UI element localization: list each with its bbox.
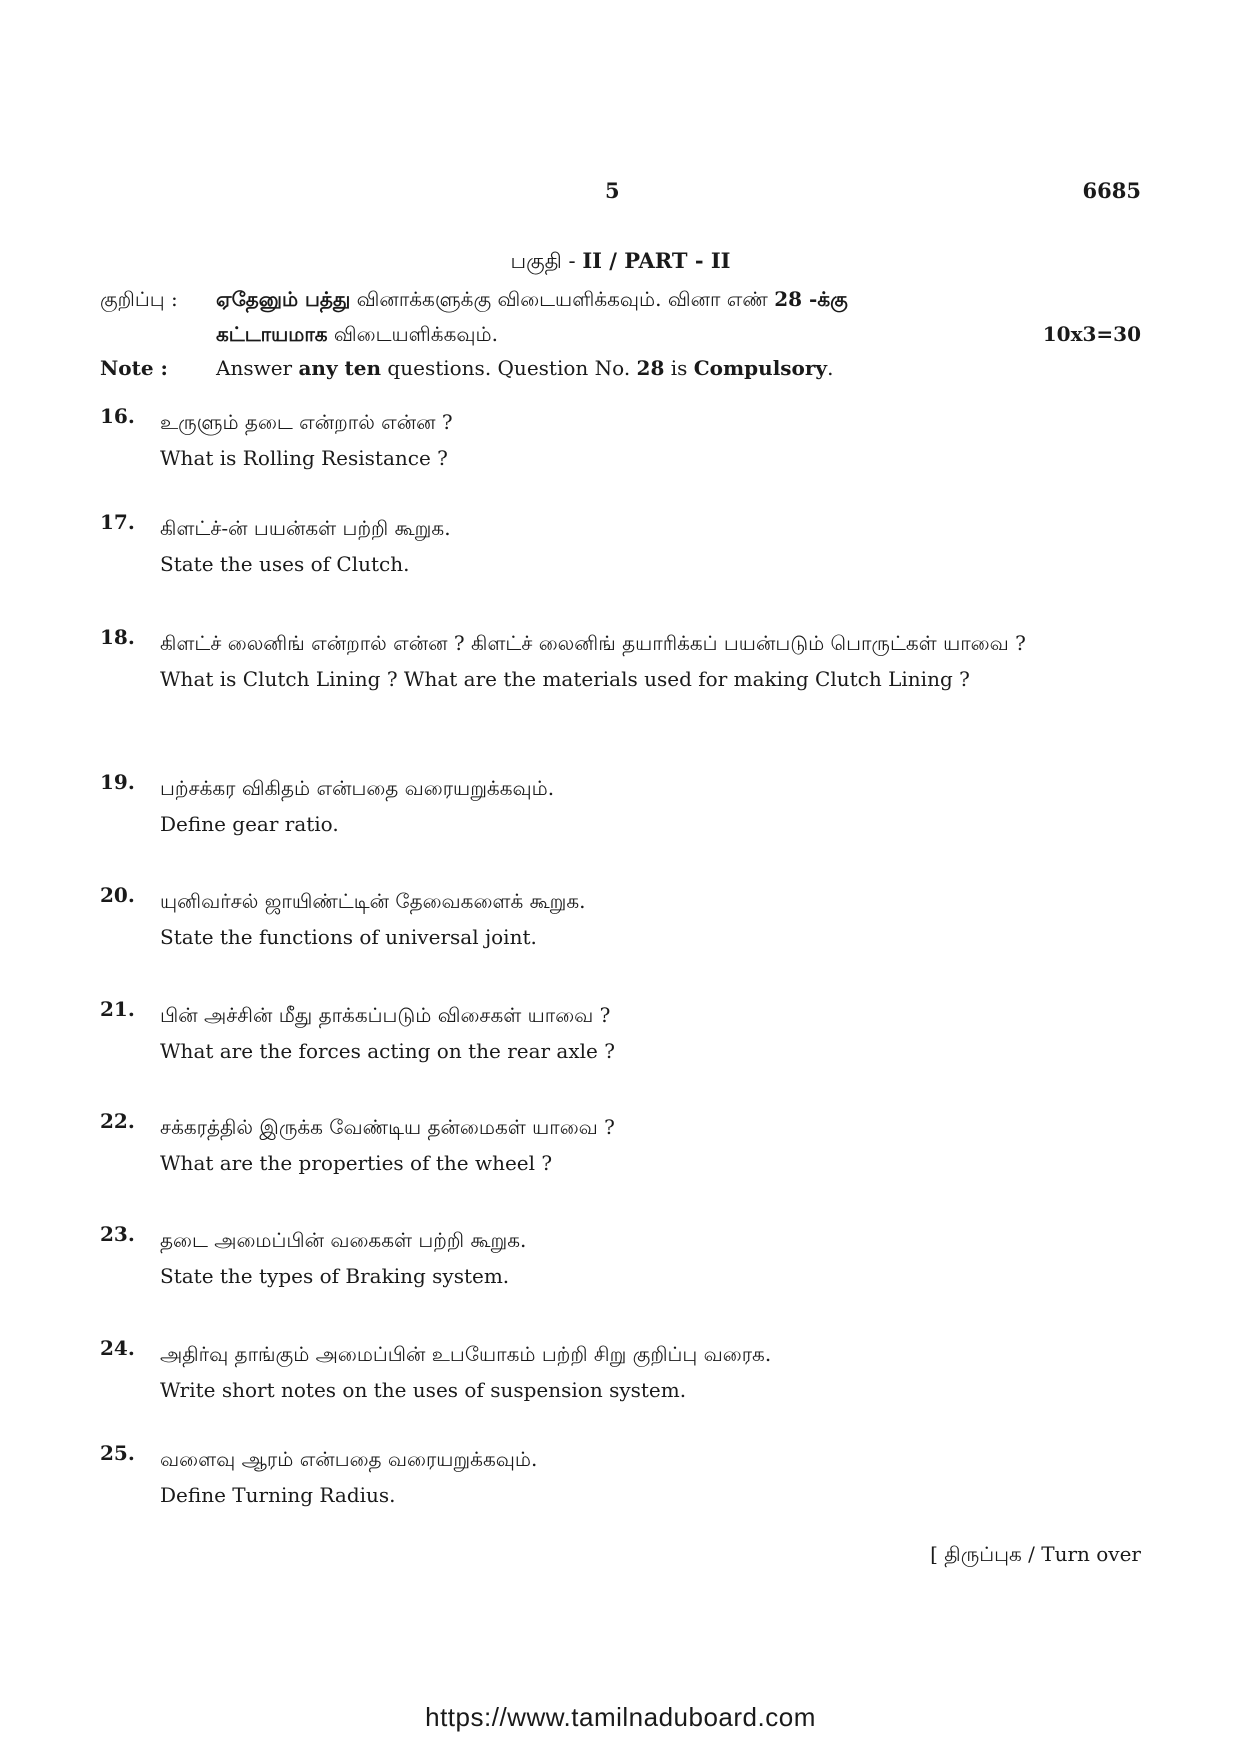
part-title — [0, 248, 1241, 276]
tamil-instruction-line-1 — [100, 287, 178, 314]
tamil-instruction-mid: வினாக்களுக்கு விடையளிக்கவும். வினா எண் — [350, 287, 775, 311]
question-english: What are the properties of the wheel ? — [160, 1151, 553, 1175]
question-number: 17. — [100, 510, 135, 534]
tamil-instruction-label: குறிப்பு : — [100, 287, 178, 311]
tamil-compulsory-question: 28 -க்கு — [774, 287, 848, 311]
question-number: 19. — [100, 770, 135, 794]
question-tamil: கிளட்ச்-ன் பயன்கள் பற்றி கூறுக. — [160, 516, 451, 540]
note-text-c: questions. Question No. — [381, 356, 637, 380]
question-tamil: கிளட்ச் லைனிங் என்றால் என்ன ? கிளட்ச் லைனிங் தயாரிக்கப் பயன்படும் பொருட்கள் யாவை ? — [160, 631, 1026, 655]
question-number: 21. — [100, 997, 135, 1021]
question-number: 23. — [100, 1222, 135, 1246]
tamil-answer-word: விடையளிக்கவும். — [327, 322, 498, 346]
tamil-any-ten: ஏதேனும் பத்து — [216, 287, 351, 311]
question-english: State the uses of Clutch. — [160, 552, 410, 576]
question-tamil: உருளும் தடை என்றால் என்ன ? — [160, 410, 453, 434]
question-english: Define gear ratio. — [160, 812, 339, 836]
note-text-e: is — [664, 356, 694, 380]
tamil-compulsory-word: கட்டாயமாக — [216, 322, 328, 346]
question-english: What is Clutch Lining ? What are the materials used for making Clutch Lining ? — [160, 667, 970, 691]
question-tamil: அதிர்வு தாங்கும் அமைப்பின் உபயோகம் பற்றி சிறு குறிப்பு வரைக. — [160, 1342, 772, 1366]
tamil-instruction-text-2 — [216, 322, 498, 349]
footer-url[interactable]: https://www.tamilnaduboard.com — [425, 1702, 816, 1732]
question-english: State the types of Braking system. — [160, 1264, 510, 1288]
note-compulsory: Compulsory — [693, 356, 828, 380]
note-text — [216, 356, 833, 380]
note-text-a: Answer — [216, 356, 299, 380]
note-label: Note : — [100, 356, 168, 380]
page-number: 5 — [605, 178, 620, 203]
question-number: 22. — [100, 1109, 135, 1133]
question-english: Write short notes on the uses of suspension system. — [160, 1378, 687, 1402]
part-title-english: II / PART - II — [582, 248, 731, 273]
note-text-g: . — [827, 356, 834, 380]
question-number: 20. — [100, 883, 135, 907]
question-english: State the functions of universal joint. — [160, 925, 537, 949]
turn-over-label: [ திருப்புக / Turn over — [930, 1542, 1141, 1566]
tamil-instruction-text-1 — [216, 287, 848, 314]
question-number: 16. — [100, 404, 135, 428]
question-english: What is Rolling Resistance ? — [160, 446, 448, 470]
note-any-ten: any ten — [298, 356, 382, 380]
marks-allocation: 10x3=30 — [1042, 322, 1141, 346]
question-tamil: தடை அமைப்பின் வகைகள் பற்றி கூறுக. — [160, 1228, 527, 1252]
question-tamil: யுனிவர்சல் ஜாயிண்ட்டின் தேவைகளைக் கூறுக. — [160, 889, 586, 913]
question-tamil: பற்சக்கர விகிதம் என்பதை வரையறுக்கவும். — [160, 776, 555, 800]
paper-code: 6685 — [1082, 178, 1141, 203]
question-tamil: வளைவு ஆரம் என்பதை வரையறுக்கவும். — [160, 1447, 538, 1471]
question-number: 18. — [100, 625, 135, 649]
part-title-tamil: பகுதி - — [510, 249, 583, 273]
question-english: Define Turning Radius. — [160, 1483, 396, 1507]
question-number: 25. — [100, 1441, 135, 1465]
question-english: What are the forces acting on the rear axle ? — [160, 1039, 615, 1063]
question-number: 24. — [100, 1336, 135, 1360]
question-tamil: பின் அச்சின் மீது தாக்கப்படும் விசைகள் யாவை ? — [160, 1003, 611, 1027]
question-tamil: சக்கரத்தில் இருக்க வேண்டிய தன்மைகள் யாவை ? — [160, 1115, 615, 1139]
note-question-number: 28 — [636, 356, 665, 380]
